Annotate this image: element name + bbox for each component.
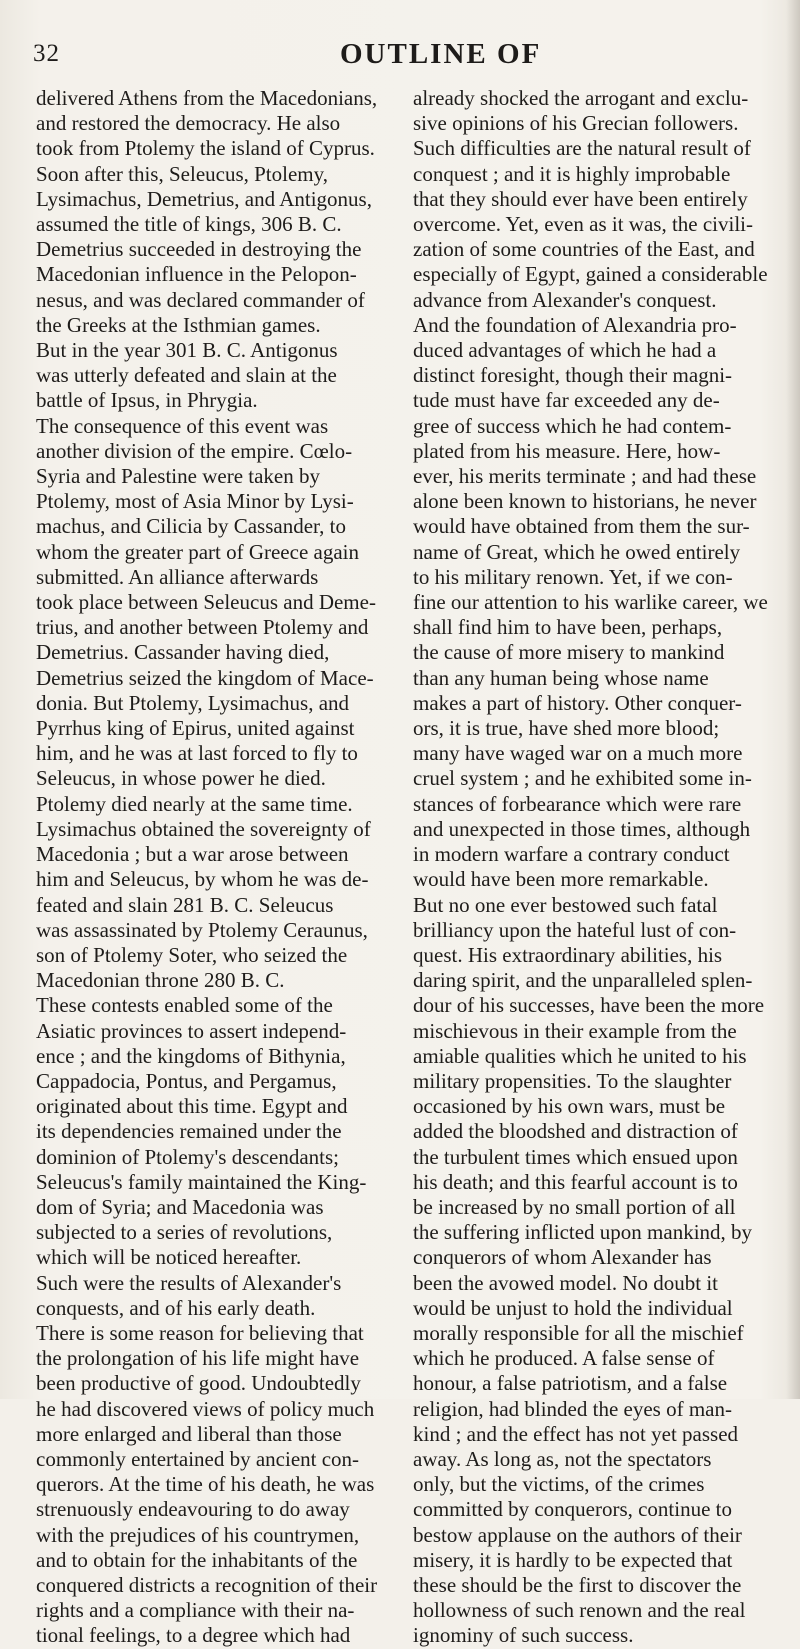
- text-line: the Greeks at the Isthmian games.: [36, 312, 321, 337]
- text-line: Syria and Palestine were taken by: [36, 464, 320, 489]
- text-line: bestow applause on the authors of their: [413, 1522, 742, 1547]
- text-line: feated and slain 281 B. C. Seleucus: [36, 892, 334, 917]
- text-line: These contests enabled some of the: [36, 993, 333, 1018]
- text-line: ignominy of such success.: [413, 1623, 634, 1648]
- text-line: battle of Ipsus, in Phrygia.: [36, 388, 258, 413]
- text-line: conquests, and of his early death.: [36, 1295, 316, 1320]
- text-line: conquest ; and it is highly improbable: [413, 161, 731, 186]
- text-line: took from Ptolemy the island of Cyprus.: [36, 136, 375, 161]
- text-line: stances of forbearance which were rare: [413, 791, 742, 816]
- text-line: Pyrrhus king of Epirus, united against: [36, 716, 355, 741]
- text-line: rights and a compliance with their na-: [36, 1598, 355, 1623]
- text-line: Macedonia ; but a war arose between: [36, 842, 349, 867]
- text-line: occasioned by his own wars, must be: [413, 1094, 726, 1119]
- text-line: would have obtained from them the sur-: [413, 514, 750, 539]
- text-line: Demetrius. Cassander having died,: [36, 640, 330, 665]
- text-line: Cappadocia, Pontus, and Pergamus,: [36, 1068, 337, 1093]
- text-line: son of Ptolemy Soter, who seized the: [36, 942, 348, 967]
- text-line: trius, and another between Ptolemy and: [36, 615, 369, 640]
- text-line: and restored the democracy. He also: [36, 111, 341, 136]
- text-line: morally responsible for all the mischief: [413, 1320, 744, 1345]
- text-line: dominion of Ptolemy's descendants;: [36, 1144, 340, 1169]
- text-line: Macedonian throne 280 B. C.: [36, 968, 285, 993]
- text-line: overcome. Yet, even as it was, the civili-: [413, 212, 753, 237]
- page-header: [0, 40, 800, 80]
- text-line: Demetrius seized the kingdom of Mace-: [36, 665, 374, 690]
- text-line: mischievous in their example from the: [413, 1018, 737, 1043]
- text-line: tional feelings, to a degree which had: [36, 1623, 351, 1648]
- text-line: gree of success which he had contem-: [413, 413, 732, 438]
- text-line: been productive of good. Undoubtedly: [36, 1371, 361, 1396]
- text-line: ence ; and the kingdoms of Bithynia,: [36, 1043, 346, 1068]
- text-line: tude must have far exceeded any de-: [413, 388, 720, 413]
- text-line: The consequence of this event was: [36, 413, 329, 438]
- text-line: him, and he was at last forced to fly to: [36, 741, 358, 766]
- text-line: ever, his merits terminate ; and had these: [413, 464, 757, 489]
- text-line: Such difficulties are the natural result of: [413, 136, 751, 161]
- text-line: Asiatic provinces to assert independ-: [36, 1018, 347, 1043]
- text-line: whom the greater part of Greece again: [36, 539, 359, 564]
- text-line: the turbulent times which ensued upon: [413, 1144, 738, 1169]
- text-line: cruel system ; and he exhibited some in-: [413, 766, 752, 791]
- text-line: dour of his successes, have been the more: [413, 993, 765, 1018]
- text-line: Soon after this, Seleucus, Ptolemy,: [36, 161, 329, 186]
- text-line: Ptolemy, most of Asia Minor by Lysi-: [36, 489, 354, 514]
- text-line: especially of Egypt, gained a considerable: [413, 262, 768, 287]
- text-line: fine our attention to his warlike career, we: [413, 590, 768, 615]
- text-line: added the bloodshed and distraction of: [413, 1119, 738, 1144]
- text-line: conquered districts a recognition of their: [36, 1572, 378, 1597]
- page-edge-shadow: [786, 0, 800, 1399]
- text-line: was assassinated by Ptolemy Ceraunus,: [36, 917, 368, 942]
- text-line: was utterly defeated and slain at the: [36, 363, 337, 388]
- text-line: him and Seleucus, by whom he was de-: [36, 867, 369, 892]
- text-line: the cause of more misery to mankind: [413, 640, 725, 665]
- text-line: brilliancy upon the hateful lust of con-: [413, 917, 737, 942]
- text-line: than any human being whose name: [413, 665, 709, 690]
- text-line: only, but the victims, of the crimes: [413, 1472, 705, 1497]
- text-line: he had discovered views of policy much: [36, 1396, 375, 1421]
- text-line: Ptolemy died nearly at the same time.: [36, 791, 353, 816]
- text-line: dom of Syria; and Macedonia was: [36, 1194, 324, 1219]
- text-line: Lysimachus obtained the sovereignty of: [36, 816, 371, 841]
- text-line: assumed the title of kings, 306 B. C.: [36, 212, 342, 237]
- text-line: misery, it is hardly to be expected that: [413, 1547, 733, 1572]
- text-line: would be unjust to hold the individual: [413, 1295, 733, 1320]
- text-line: distinct foresight, though their magni-: [413, 363, 733, 388]
- text-line: the prolongation of his life might have: [36, 1346, 360, 1371]
- text-line: the suffering inflicted upon mankind, by: [413, 1220, 753, 1245]
- text-line: honour, a false patriotism, and a false: [413, 1371, 728, 1396]
- text-line: would have been more remarkable.: [413, 867, 709, 892]
- text-line: ors, it is true, have shed more blood;: [413, 716, 720, 741]
- text-line: daring spirit, and the unparalleled splen-: [413, 968, 753, 993]
- text-line: But in the year 301 B. C. Antigonus: [36, 338, 338, 363]
- text-line: and to obtain for the inhabitants of the: [36, 1547, 358, 1572]
- text-line: And the foundation of Alexandria pro-: [413, 312, 737, 337]
- text-line: conquerors of whom Alexander has: [413, 1245, 712, 1270]
- text-line: shall find him to have been, perhaps,: [413, 615, 723, 640]
- text-line: name of Great, which he owed entirely: [413, 539, 741, 564]
- text-line: duced advantages of which he had a: [413, 338, 717, 363]
- text-line: took place between Seleucus and Deme-: [36, 590, 376, 615]
- text-line: his death; and this fearful account is to: [413, 1169, 738, 1194]
- text-line: which he produced. A false sense of: [413, 1346, 715, 1371]
- text-line: Seleucus's family maintained the King-: [36, 1169, 367, 1194]
- text-line: many have waged war on a much more: [413, 741, 743, 766]
- text-line: Macedonian influence in the Pelopon-: [36, 262, 357, 287]
- text-line: quest. His extraordinary abilities, his: [413, 942, 723, 967]
- text-line: originated about this time. Egypt and: [36, 1094, 348, 1119]
- text-line: religion, had blinded the eyes of man-: [413, 1396, 732, 1421]
- text-line: zation of some countries of the East, and: [413, 237, 755, 262]
- text-line: donia. But Ptolemy, Lysimachus, and: [36, 690, 350, 715]
- text-line: commonly entertained by ancient con-: [36, 1446, 360, 1471]
- text-line: Demetrius succeeded in destroying the: [36, 237, 362, 262]
- text-line: military propensities. To the slaughter: [413, 1068, 732, 1093]
- text-line: plated from his measure. Here, how-: [413, 438, 721, 463]
- page-number: 32: [33, 40, 60, 67]
- right-text-column: [413, 86, 768, 1649]
- text-line: away. As long as, not the spectators: [413, 1446, 712, 1471]
- text-line: to his military renown. Yet, if we con-: [413, 564, 733, 589]
- text-line: subjected to a series of revolutions,: [36, 1220, 333, 1245]
- text-line: There is some reason for believing that: [36, 1320, 364, 1345]
- text-line: sive opinions of his Grecian followers.: [413, 111, 739, 136]
- text-line: that they should ever have been entirely: [413, 186, 748, 211]
- text-line: makes a part of history. Other conquer-: [413, 690, 742, 715]
- text-line: more enlarged and liberal than those: [36, 1421, 342, 1446]
- text-line: Lysimachus, Demetrius, and Antigonus,: [36, 186, 372, 211]
- text-line: nesus, and was declared commander of: [36, 287, 365, 312]
- text-line: been the avowed model. No doubt it: [413, 1270, 719, 1295]
- text-line: which will be noticed hereafter.: [36, 1245, 302, 1270]
- left-text-column: [36, 86, 378, 1649]
- text-line: advance from Alexander's conquest.: [413, 287, 717, 312]
- text-line: querors. At the time of his death, he was: [36, 1472, 375, 1497]
- text-line: be increased by no small portion of all: [413, 1194, 736, 1219]
- text-line: delivered Athens from the Macedonians,: [36, 86, 378, 110]
- text-line: But no one ever bestowed such fatal: [413, 892, 718, 917]
- text-line: and unexpected in those times, although: [413, 816, 751, 841]
- text-line: hollowness of such renown and the real: [413, 1598, 746, 1623]
- text-line: another division of the empire. Cœlo-: [36, 438, 353, 463]
- text-line: committed by conquerors, continue to: [413, 1497, 733, 1522]
- text-line: with the prejudices of his countrymen,: [36, 1522, 360, 1547]
- text-line: submitted. An alliance afterwards: [36, 564, 319, 589]
- text-line: these should be the first to discover the: [413, 1572, 742, 1597]
- text-line: Seleucus, in whose power he died.: [36, 766, 326, 791]
- text-line: in modern warfare a contrary conduct: [413, 842, 730, 867]
- text-line: its dependencies remained under the: [36, 1119, 342, 1144]
- text-line: strenuously endeavouring to do away: [36, 1497, 350, 1522]
- text-line: already shocked the arrogant and exclu-: [413, 86, 749, 110]
- text-line: amiable qualities which he united to his: [413, 1043, 747, 1068]
- text-line: alone been known to historians, he never: [413, 489, 757, 514]
- text-line: machus, and Cilicia by Cassander, to: [36, 514, 347, 539]
- text-line: Such were the results of Alexander's: [36, 1270, 342, 1295]
- text-line: kind ; and the effect has not yet passed: [413, 1421, 739, 1446]
- running-head: OUTLINE OF: [340, 38, 542, 70]
